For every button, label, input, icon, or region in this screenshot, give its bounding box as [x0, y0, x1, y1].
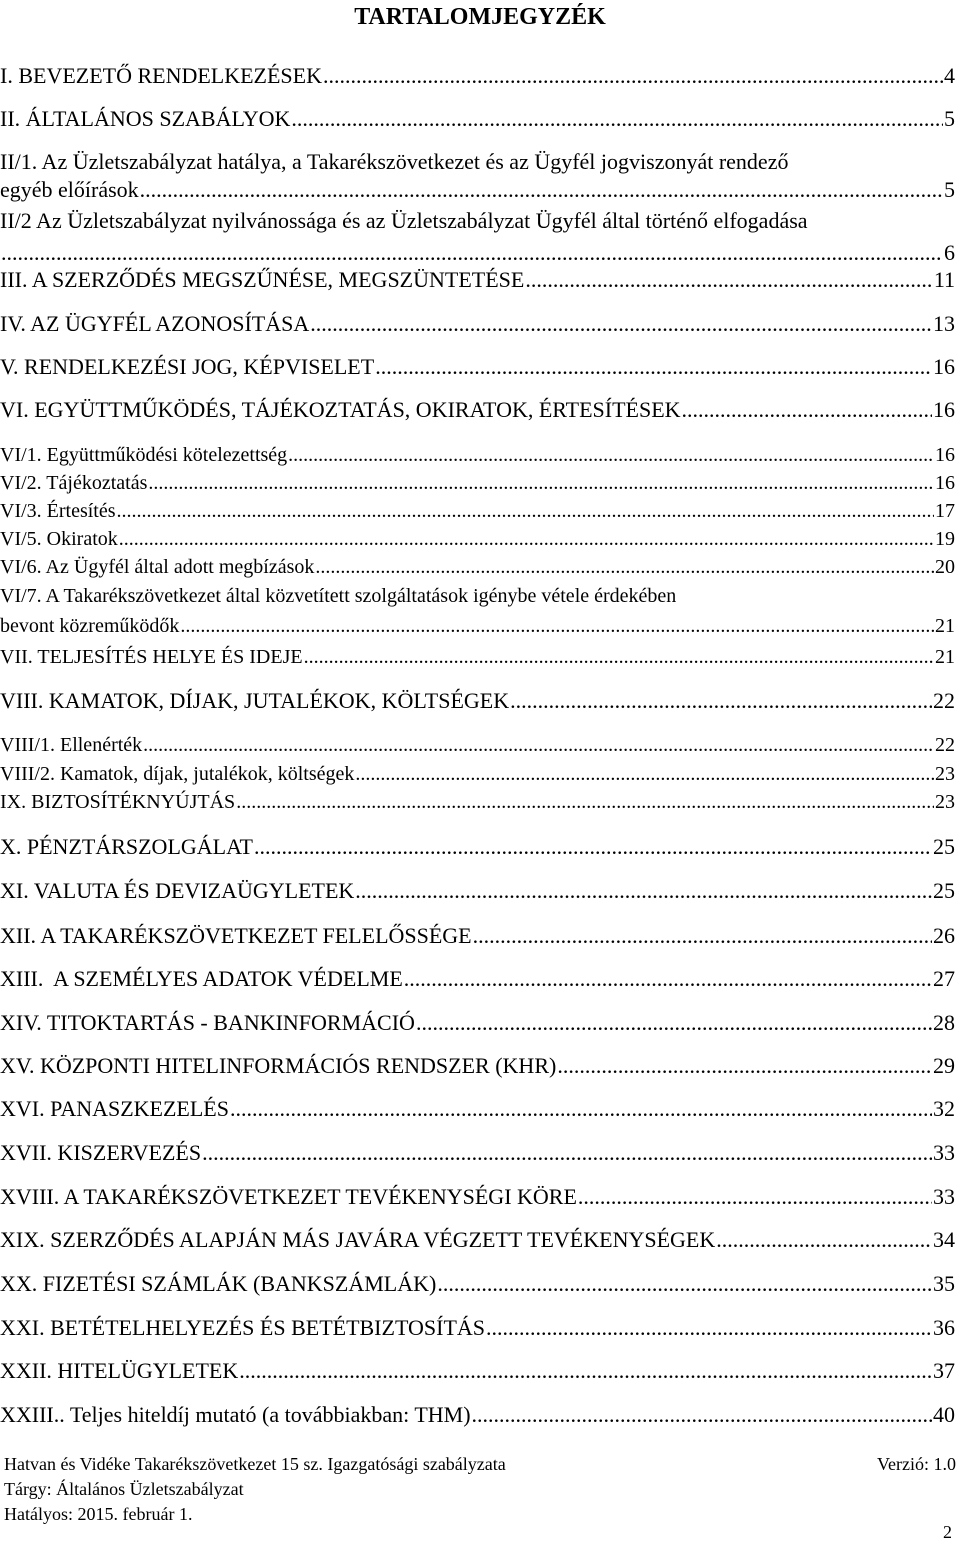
toc-entry-text: VII. TELJESÍTÉS HELYE ÉS IDEJE [0, 646, 303, 668]
leader-dots [510, 686, 932, 716]
toc-entry-page: 35 [933, 1271, 955, 1296]
toc-entry[interactable] [0, 582, 955, 640]
toc-entry-text: XVI. PANASZKEZELÉS [0, 1096, 229, 1121]
toc-entry-text: bevont közreműködők [0, 615, 180, 637]
toc-entry[interactable] [0, 643, 955, 671]
toc-entry[interactable] [0, 964, 955, 994]
toc-entry-text: XXIII.. Teljes hiteldíj mutató (a továbbiakban: THM) [0, 1402, 471, 1427]
toc-entry-text: VI/5. Okiratok [0, 528, 118, 550]
toc-entry[interactable] [0, 760, 955, 788]
toc-entry-page: 21 [935, 646, 955, 668]
leader-dots [473, 921, 932, 951]
toc-entry[interactable] [0, 206, 955, 268]
page-number: 2 [943, 1522, 952, 1542]
leader-dots [437, 1269, 932, 1299]
leader-dots [486, 1313, 932, 1343]
toc-entry-page: 20 [935, 556, 955, 578]
toc-entry-text: XIX. SZERZŐDÉS ALAPJÁN MÁS JAVÁRA VÉGZETT TEVÉKENYSÉGEK [0, 1227, 716, 1252]
toc-entry-page: 16 [933, 354, 955, 379]
footer-subject: Tárgy: Általános Üzletszabályzat [4, 1479, 244, 1499]
toc-entry-page: 4 [944, 63, 955, 88]
toc-entry-text: VI/1. Együttműködési kötelezettség [0, 444, 288, 466]
toc-entry-text: VIII/1. Ellenérték [0, 734, 143, 756]
page-title: TARTALOMJEGYZÉK [354, 4, 606, 30]
toc-entry-page: 32 [933, 1096, 955, 1121]
toc-entry[interactable] [0, 104, 955, 134]
leader-dots [315, 553, 934, 581]
leader-dots [180, 612, 934, 640]
toc-entry-text: V. RENDELKEZÉSI JOG, KÉPVISELET [0, 354, 375, 379]
toc-entry[interactable] [0, 832, 955, 862]
leader-dots [236, 788, 934, 816]
toc-entry-page: 23 [935, 763, 955, 785]
toc-entry-page: 33 [933, 1184, 955, 1209]
leader-dots [472, 1400, 932, 1430]
toc-entry[interactable] [0, 1182, 955, 1212]
toc-entry-text: XIII. A SZEMÉLYES ADATOK VÉDELME [0, 966, 403, 991]
toc-entry[interactable] [0, 1008, 955, 1038]
toc-entry-text: VIII/2. Kamatok, díjak, jutalékok, költségek [0, 763, 355, 785]
toc-entry-page: 36 [933, 1315, 955, 1340]
toc-entry-text: XXI. BETÉTELHELYEZÉS ÉS BETÉTBIZTOSÍTÁS [0, 1315, 485, 1340]
leader-dots [239, 1356, 932, 1386]
toc-entry-page: 19 [935, 528, 955, 550]
toc-entry[interactable] [0, 469, 955, 497]
toc-entry[interactable] [0, 395, 955, 425]
toc-entry[interactable] [0, 788, 955, 816]
leader-dots [230, 1094, 932, 1124]
leader-dots [1, 238, 943, 268]
toc-entry-text: VI/3. Értesítés [0, 500, 116, 522]
leader-dots [117, 497, 934, 525]
toc-entry-text: XIV. TITOKTARTÁS - BANKINFORMÁCIÓ [0, 1010, 415, 1035]
leader-dots [202, 1138, 932, 1168]
toc-entry[interactable] [0, 1051, 955, 1081]
toc-entry-page: 16 [935, 472, 955, 494]
toc-entry-text: VI/2. Tájékoztatás [0, 472, 148, 494]
toc-entry[interactable] [0, 525, 955, 553]
leader-dots [143, 731, 934, 759]
toc-entry-text: VIII. KAMATOK, DÍJAK, JUTALÉKOK, KÖLTSÉGEK [0, 688, 510, 713]
leader-dots [578, 1182, 932, 1212]
toc-entry[interactable] [0, 1356, 955, 1386]
toc-entry[interactable] [0, 309, 955, 339]
toc-entry-page: 11 [933, 267, 955, 292]
toc-entry-text: X. PÉNZTÁRSZOLGÁLAT [0, 834, 253, 859]
toc-entry[interactable] [0, 1138, 955, 1168]
leader-dots [310, 309, 932, 339]
toc-entry[interactable] [0, 1313, 955, 1343]
leader-dots [557, 1051, 932, 1081]
toc-entry-page: 22 [933, 688, 955, 713]
leader-dots [525, 265, 932, 295]
leader-dots [254, 832, 932, 862]
toc-entry-page: 25 [933, 878, 955, 903]
toc-entry-page: 40 [933, 1402, 955, 1427]
toc-entry-page: 33 [933, 1140, 955, 1165]
toc-entry[interactable] [0, 876, 955, 906]
leader-dots [682, 395, 932, 425]
footer-issuer-text: Hatvan és Vidéke Takarékszövetkezet 15 sz. Igazgatósági szabályzata [4, 1454, 506, 1474]
toc-entry-line1: VI/7. A Takarékszövetkezet által közvetített szolgáltatások igénybe vétele érdekében [0, 585, 677, 607]
toc-entry[interactable] [0, 731, 955, 759]
leader-dots [304, 643, 934, 671]
toc-entry-page: 26 [933, 923, 955, 948]
leader-dots [323, 61, 943, 91]
toc-entry-page: 23 [935, 791, 955, 813]
leader-dots [291, 104, 943, 134]
toc-entry-text: XXII. HITELÜGYLETEK [0, 1358, 239, 1383]
toc-entry-page: 22 [935, 734, 955, 756]
leader-dots [716, 1225, 932, 1255]
toc-entry-text: XII. A TAKARÉKSZÖVETKEZET FELELŐSSÉGE [0, 923, 472, 948]
leader-dots [416, 1008, 932, 1038]
toc-entry[interactable] [0, 1094, 955, 1124]
toc-entry-page: 17 [935, 500, 955, 522]
toc-entry-text: VI/6. Az Ügyfél által adott megbízások [0, 556, 315, 578]
toc-entry[interactable] [0, 61, 955, 91]
toc-entry-text: III. A SZERZŐDÉS MEGSZŰNÉSE, MEGSZÜNTETÉSE [0, 267, 525, 292]
toc-entry-page: 5 [944, 106, 955, 131]
toc-entry-page: 37 [933, 1358, 955, 1383]
toc-entry-page: 13 [933, 311, 955, 336]
toc-entry-page: 6 [944, 240, 955, 265]
toc-entry[interactable] [0, 1225, 955, 1255]
toc-entry-page: 27 [933, 966, 955, 991]
leader-dots [375, 352, 932, 382]
toc-entry-line1: II/1. Az Üzletszabályzat hatálya, a Takarékszövetkezet és az Ügyfél jogviszonyát rendező [0, 149, 789, 174]
toc-entry-text: XX. FIZETÉSI SZÁMLÁK (BANKSZÁMLÁK) [0, 1271, 437, 1296]
toc-entry[interactable] [0, 265, 955, 295]
toc-entry[interactable] [0, 686, 955, 716]
toc-entry-page: 16 [933, 397, 955, 422]
toc-entry-text: XVIII. A TAKARÉKSZÖVETKEZET TEVÉKENYSÉGI KÖRE [0, 1184, 577, 1209]
toc-entry-line1: II/2 Az Üzletszabályzat nyilvánossága és az Üzletszabályzat Ügyfél által történő elfogadása [0, 208, 808, 233]
toc-entry[interactable] [0, 553, 955, 581]
leader-dots [404, 964, 932, 994]
footer-effective-date: Hatályos: 2015. február 1. [4, 1504, 193, 1524]
toc-entry-text: egyéb előírások [0, 177, 139, 202]
footer-issuer [4, 1452, 956, 1476]
toc-entry[interactable] [0, 441, 955, 469]
toc-entry-page: 5 [944, 177, 955, 202]
toc-entry-text: XV. KÖZPONTI HITELINFORMÁCIÓS RENDSZER (KHR) [0, 1053, 557, 1078]
leader-dots [355, 760, 934, 788]
toc-entry[interactable] [0, 497, 955, 525]
leader-dots [148, 469, 934, 497]
toc-entry-page: 21 [935, 615, 955, 637]
toc-entry-page: 25 [933, 834, 955, 859]
toc-entry[interactable] [0, 1269, 955, 1299]
toc-entry-text: XI. VALUTA ÉS DEVIZAÜGYLETEK [0, 878, 355, 903]
toc-entry[interactable] [0, 352, 955, 382]
toc-entry-text: IV. AZ ÜGYFÉL AZONOSÍTÁSA [0, 311, 310, 336]
toc-entry[interactable] [0, 921, 955, 951]
toc-entry[interactable] [0, 1400, 955, 1430]
toc-entry-page: 28 [933, 1010, 955, 1035]
leader-dots [288, 441, 934, 469]
toc-entry-page: 16 [935, 444, 955, 466]
toc-entry-text: II. ÁLTALÁNOS SZABÁLYOK [0, 106, 291, 131]
footer-version: Verzió: 1.0 [877, 1454, 956, 1474]
toc-entry-text: VI. EGYÜTTMŰKÖDÉS, TÁJÉKOZTATÁS, OKIRATOK, ÉRTESÍTÉSEK [0, 397, 681, 422]
leader-dots [355, 876, 932, 906]
toc-entry-text: I. BEVEZETŐ RENDELKEZÉSEK [0, 63, 322, 88]
leader-dots [140, 175, 943, 205]
toc-entry-text: IX. BIZTOSÍTÉKNYÚJTÁS [0, 791, 236, 813]
leader-dots [119, 525, 934, 553]
toc-entry-page: 29 [933, 1053, 955, 1078]
toc-entry-text: XVII. KISZERVEZÉS [0, 1140, 202, 1165]
toc-entry[interactable] [0, 147, 955, 205]
toc-entry-page: 34 [933, 1227, 955, 1252]
